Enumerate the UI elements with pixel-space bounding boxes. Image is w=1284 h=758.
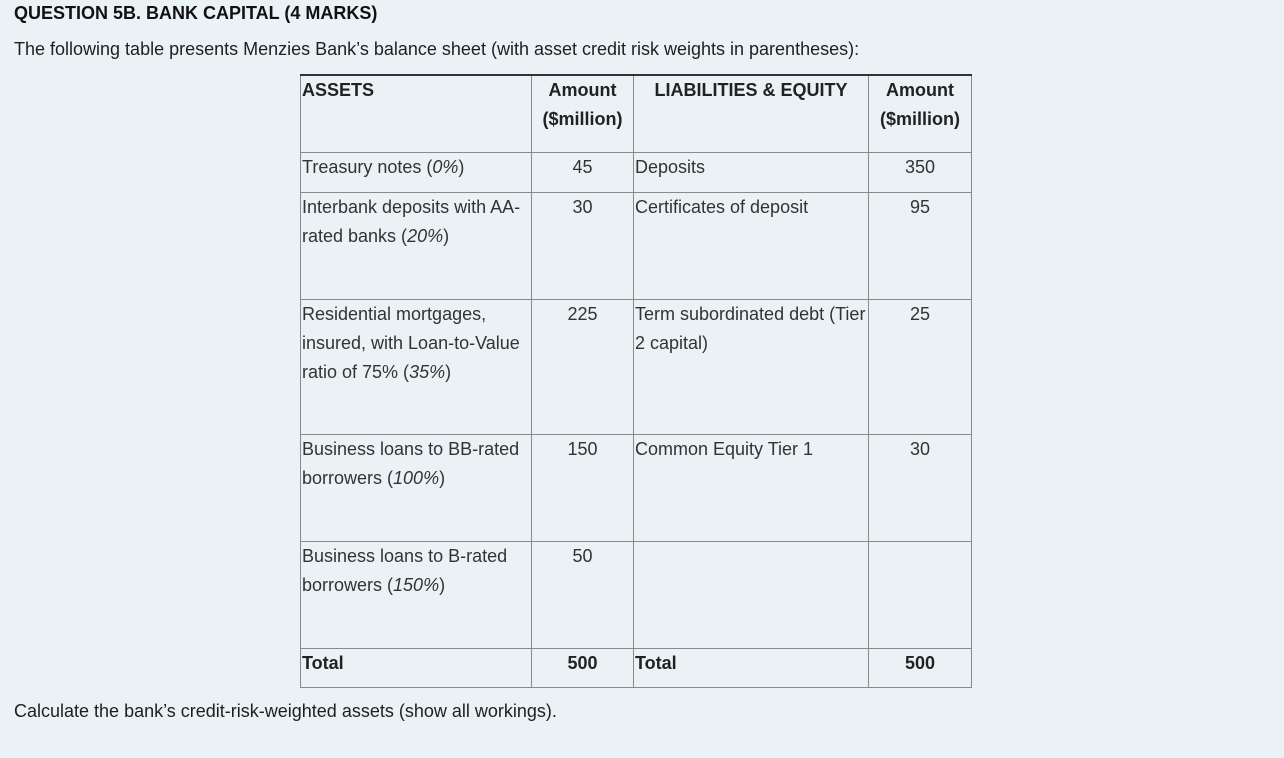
liability-cell bbox=[634, 435, 869, 542]
question-intro: The following table presents Menzies Bank’s balance sheet (with asset credit risk weights in parentheses): bbox=[14, 39, 860, 59]
asset-label-close: ) bbox=[439, 468, 446, 488]
liability-total-label bbox=[634, 649, 869, 688]
liability-amount-cell bbox=[869, 153, 972, 193]
header-amount2-line2: ($million) bbox=[880, 109, 960, 129]
liability-cell bbox=[634, 153, 869, 193]
asset-total-label bbox=[301, 649, 532, 688]
table-row bbox=[301, 193, 972, 300]
risk-weight: 20% bbox=[407, 226, 444, 246]
asset-total-amount bbox=[532, 649, 634, 688]
header-liabilities bbox=[634, 75, 869, 153]
balance-sheet-table bbox=[300, 74, 972, 688]
asset-label-close: ) bbox=[443, 226, 450, 246]
liability-amount-cell bbox=[869, 300, 972, 435]
liability-label: Deposits bbox=[635, 157, 706, 177]
asset-amount-cell bbox=[532, 153, 634, 193]
risk-weight: 0% bbox=[432, 157, 459, 177]
table-total-row bbox=[301, 649, 972, 688]
liability-total-amount bbox=[869, 649, 972, 688]
question-heading: QUESTION 5B. BANK CAPITAL (4 MARKS) bbox=[14, 3, 378, 23]
risk-weight: 100% bbox=[393, 468, 440, 488]
liability-amount: 350 bbox=[904, 157, 936, 177]
asset-amount: 225 bbox=[567, 304, 598, 324]
liability-amount-cell bbox=[869, 435, 972, 542]
liability-label: Common Equity Tier 1 bbox=[635, 439, 814, 459]
table-row bbox=[301, 542, 972, 649]
liability-total-value: 500 bbox=[904, 653, 936, 673]
asset-amount-cell bbox=[532, 542, 634, 649]
liability-total-text: Total bbox=[635, 653, 677, 673]
question-instruction: Calculate the bank’s credit-risk-weighted assets (show all workings). bbox=[14, 701, 557, 721]
asset-label: Business loans to BB-rated borrowers ( bbox=[302, 439, 520, 488]
table-row bbox=[301, 153, 972, 193]
asset-amount: 150 bbox=[567, 439, 598, 459]
asset-label-close: ) bbox=[458, 157, 465, 177]
header-asset-amount bbox=[532, 75, 634, 153]
liability-label: Term subordinated debt (Tier 2 capital) bbox=[635, 304, 866, 353]
asset-label: Business loans to B-rated borrowers ( bbox=[302, 546, 508, 595]
asset-amount-cell bbox=[532, 435, 634, 542]
asset-total-text: Total bbox=[302, 653, 344, 673]
table-row bbox=[301, 300, 972, 435]
asset-total-value: 500 bbox=[567, 653, 598, 673]
asset-cell bbox=[301, 193, 532, 300]
table-row bbox=[301, 435, 972, 542]
liability-amount: 30 bbox=[909, 439, 931, 459]
asset-label-close: ) bbox=[439, 575, 446, 595]
header-amount-line1: Amount bbox=[548, 80, 617, 100]
header-liability-amount bbox=[869, 75, 972, 153]
liability-amount-cell bbox=[869, 193, 972, 300]
risk-weight: 150% bbox=[393, 575, 440, 595]
liability-cell bbox=[634, 193, 869, 300]
asset-cell bbox=[301, 153, 532, 193]
asset-amount: 50 bbox=[572, 546, 593, 566]
asset-cell bbox=[301, 300, 532, 435]
asset-label-close: ) bbox=[445, 362, 452, 382]
table-header-row bbox=[301, 75, 972, 153]
liability-cell bbox=[634, 300, 869, 435]
header-amount2-line1: Amount bbox=[886, 80, 954, 100]
asset-label: Residential mortgages, insured, with Loan-to-Value ratio of 75% ( bbox=[302, 304, 520, 382]
header-amount-line2: ($million) bbox=[542, 109, 623, 129]
asset-cell bbox=[301, 435, 532, 542]
asset-cell bbox=[301, 542, 532, 649]
liability-amount: 95 bbox=[909, 197, 931, 217]
asset-label: Treasury notes ( bbox=[302, 157, 433, 177]
liability-cell bbox=[634, 542, 869, 649]
asset-amount-cell bbox=[532, 193, 634, 300]
header-assets-label: ASSETS bbox=[302, 80, 375, 100]
asset-amount-cell bbox=[532, 300, 634, 435]
asset-amount: 30 bbox=[572, 197, 593, 217]
risk-weight: 35% bbox=[409, 362, 446, 382]
header-liabilities-label: LIABILITIES & EQUITY bbox=[654, 80, 848, 100]
asset-label: Interbank deposits with AA-rated banks ( bbox=[302, 197, 521, 246]
liability-amount: 25 bbox=[909, 304, 931, 324]
asset-amount: 45 bbox=[572, 157, 593, 177]
header-assets bbox=[301, 75, 532, 153]
liability-label: Certificates of deposit bbox=[635, 197, 809, 217]
liability-amount-cell bbox=[869, 542, 972, 649]
